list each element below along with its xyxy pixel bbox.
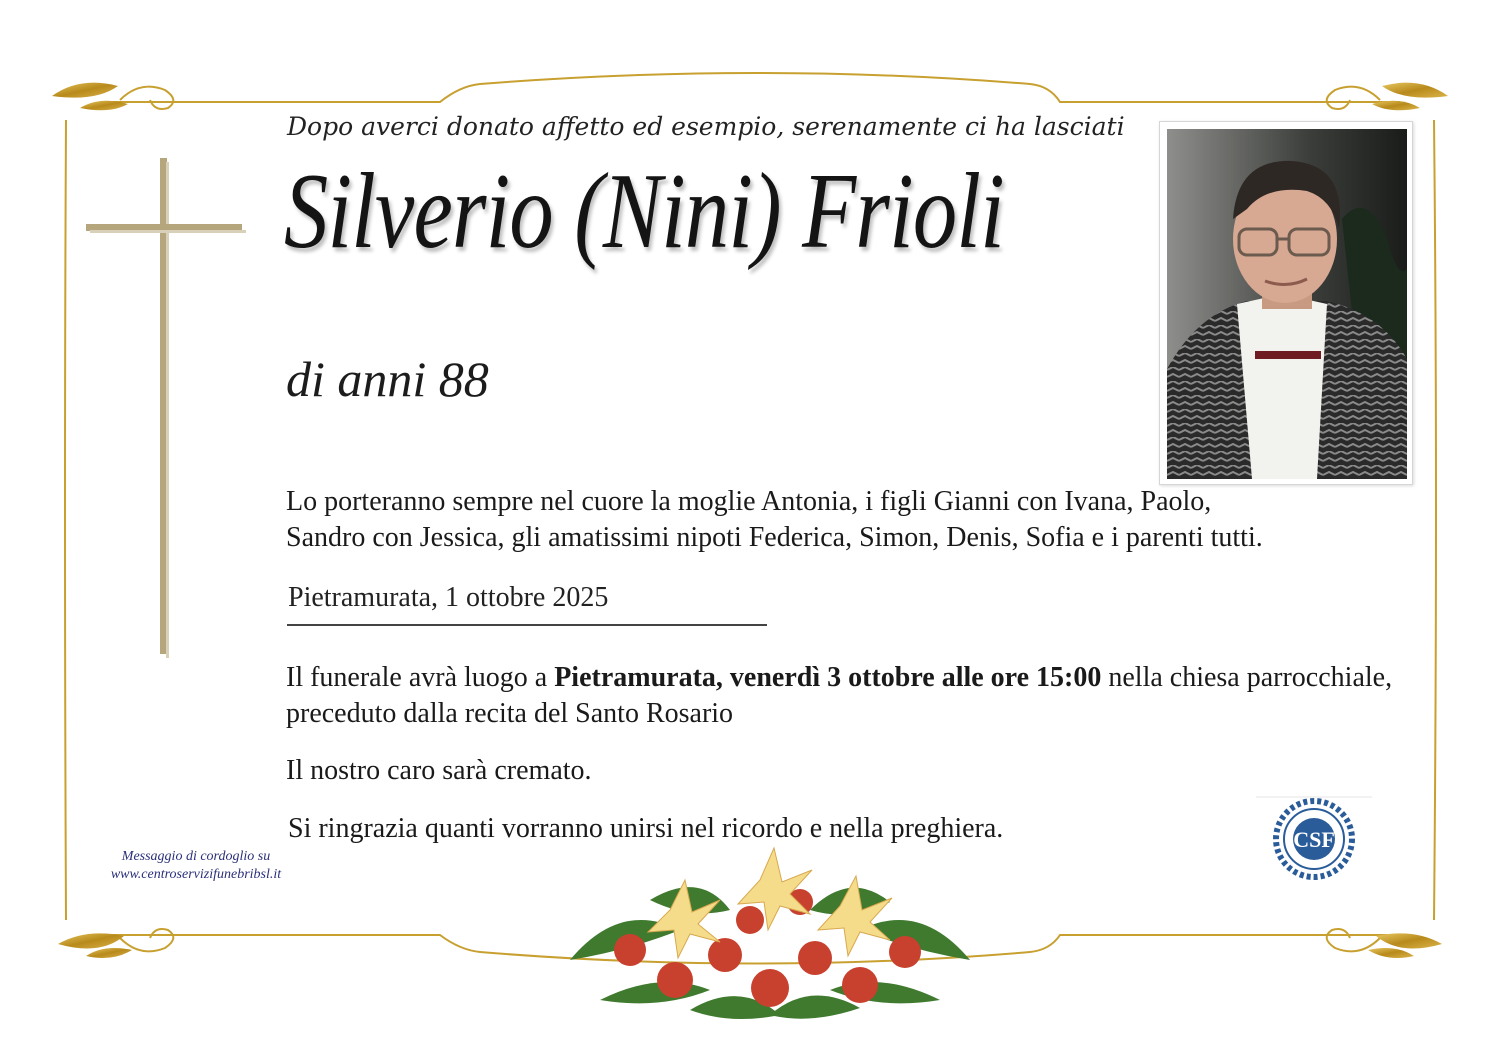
- condolence-link[interactable]: www.centroservizifunebribsl.it: [110, 867, 282, 882]
- funeral-line-2: preceduto dalla recita del Santo Rosario: [286, 698, 734, 729]
- funeral-details: [286, 660, 1426, 732]
- family-line-2: Sandro con Jessica, gli amatissimi nipoti Federica, Simon, Denis, Sofia e i parenti tutti.: [286, 522, 1263, 553]
- funeral-place-time: Pietramurata, venerdì 3 ottobre alle ore 15:00: [554, 662, 1102, 693]
- condolence-line-1: Messaggio di cordoglio su: [121, 849, 271, 864]
- divider-line: [287, 624, 767, 626]
- family-line-1: Lo porteranno sempre nel cuore la moglie Antonia, i figli Gianni con Ivana, Paolo,: [286, 486, 1212, 517]
- funeral-line-1: [286, 660, 1426, 696]
- deceased-name: Silverio (Nini) Frioli: [284, 152, 1004, 271]
- family-members: [286, 484, 1366, 556]
- flower-bouquet-icon: [560, 840, 980, 1030]
- funeral-suffix: nella chiesa parrocchiale,: [1101, 662, 1393, 693]
- funeral-prefix: Il funerale avrà luogo a: [286, 662, 555, 693]
- intro-phrase: Dopo averci donato affetto ed esempio, serenamente ci ha lasciati: [287, 112, 1125, 141]
- place-and-date: Pietramurata, 1 ottobre 2025: [288, 582, 609, 613]
- latin-cross-icon: [86, 158, 246, 658]
- portrait-photo: [1159, 121, 1413, 485]
- thanks-note: Si ringrazia quanti vorranno unirsi nel ricordo e nella preghiera.: [288, 813, 1004, 844]
- deceased-age: di anni 88: [286, 351, 489, 407]
- condolence-message: [96, 848, 296, 884]
- portrait-image: [1167, 129, 1407, 479]
- csf-wreath-logo: [1256, 796, 1372, 882]
- cremation-note: Il nostro caro sarà cremato.: [286, 755, 592, 786]
- logo-text: CSF: [1293, 827, 1335, 852]
